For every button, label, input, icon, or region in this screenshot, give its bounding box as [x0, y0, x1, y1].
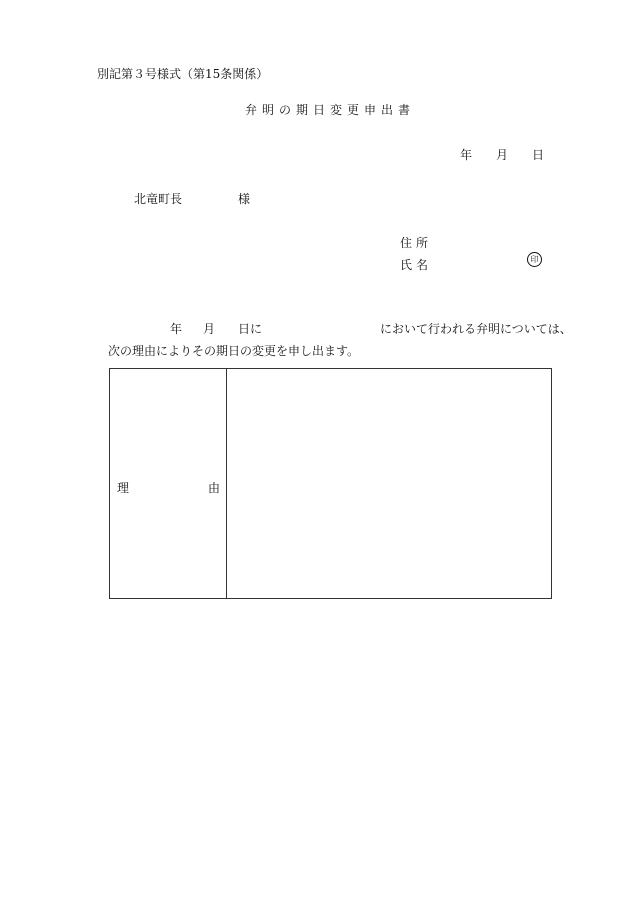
form-label: 別記第３号様式（第15条関係）: [97, 67, 269, 81]
body-text-line1: において行われる弁明については、: [380, 322, 572, 336]
table-divider: [226, 369, 227, 598]
body-text-line2: 次の理由によりその期日の変更を申し出ます。: [108, 344, 360, 358]
reason-table: [109, 368, 552, 599]
address-label: 住所: [400, 236, 433, 250]
date-year-label: 年: [460, 148, 473, 162]
body-year-label: 年: [170, 322, 183, 336]
date-month-label: 月: [496, 148, 509, 162]
reason-label-end: 由: [208, 481, 221, 495]
reason-content-cell: [228, 369, 551, 598]
name-label: 氏名: [400, 258, 433, 272]
date-day-label: 日: [532, 148, 545, 162]
addressee-name: 北竜町長: [134, 192, 183, 206]
body-month-label: 月: [203, 322, 216, 336]
reason-label-start: 理: [117, 481, 130, 495]
seal-icon: 印: [527, 252, 542, 267]
document-title: 弁明の期日変更申出書: [245, 103, 416, 117]
body-day-label: 日に: [238, 322, 263, 336]
addressee-honorific: 様: [238, 192, 251, 206]
